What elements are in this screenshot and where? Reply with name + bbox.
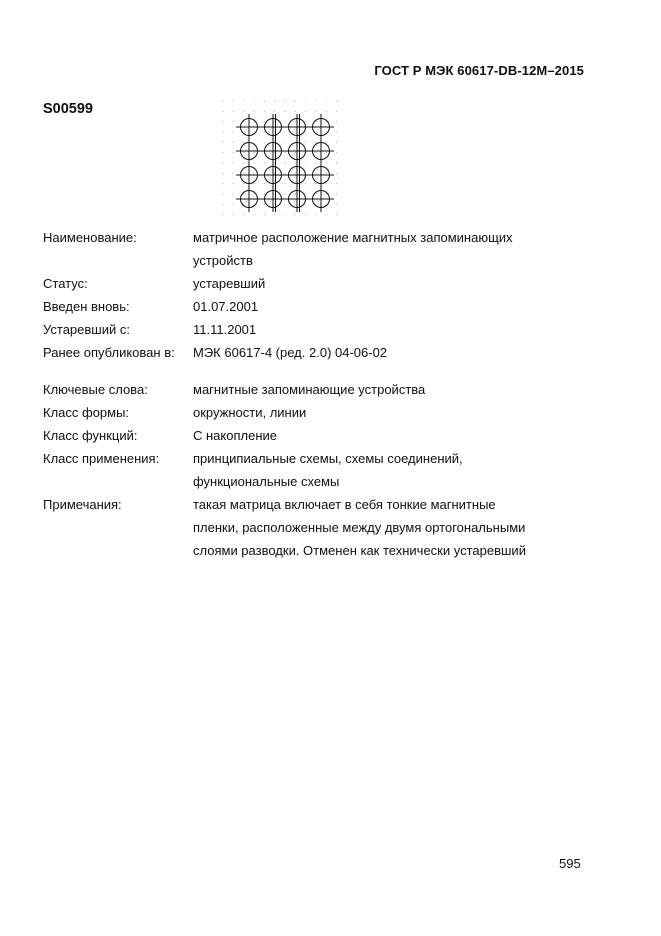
grid-dot xyxy=(264,100,265,101)
grid-dot xyxy=(284,100,285,101)
grid-dot xyxy=(222,152,223,153)
grid-dot xyxy=(264,193,265,194)
grid-dot xyxy=(264,183,265,184)
grid-dot xyxy=(284,173,285,174)
grid-dot xyxy=(315,173,316,174)
row-name xyxy=(43,226,603,272)
grid-dot xyxy=(315,214,316,215)
grid-dot xyxy=(305,111,306,112)
label-name: Наименование: xyxy=(43,230,137,245)
value-previously-published: МЭК 60617-4 (ред. 2.0) 04-06-02 xyxy=(193,345,388,360)
label-keywords: Ключевые слова: xyxy=(43,382,148,397)
label-previously-published: Ранее опубликован в: xyxy=(43,345,175,360)
grid-dot xyxy=(305,214,306,215)
row-obsolete-since xyxy=(43,318,603,341)
page-number: 595 xyxy=(559,856,581,871)
grid-dot xyxy=(243,100,244,101)
symbol-properties xyxy=(43,226,603,562)
grid-dot xyxy=(305,162,306,163)
grid-dot xyxy=(274,100,275,101)
grid-dot xyxy=(222,204,223,205)
grid-dot xyxy=(295,193,296,194)
grid-dot xyxy=(326,152,327,153)
grid-dot xyxy=(243,162,244,163)
grid-dot xyxy=(295,214,296,215)
magnetic-storage-matrix-icon xyxy=(222,100,346,224)
grid-dot xyxy=(305,183,306,184)
grid-dot xyxy=(326,214,327,215)
grid-dot xyxy=(253,162,254,163)
grid-dot xyxy=(315,162,316,163)
grid-dot xyxy=(233,121,234,122)
grid-dot xyxy=(295,131,296,132)
grid-dot xyxy=(326,173,327,174)
grid-dot xyxy=(253,121,254,122)
grid-dot xyxy=(243,152,244,153)
grid-dot xyxy=(315,131,316,132)
grid-dot xyxy=(253,173,254,174)
value-line: такая матрица включает в себя тонкие магнитные xyxy=(193,497,496,512)
grid-dot xyxy=(284,193,285,194)
grid-dot xyxy=(274,111,275,112)
grid-dot xyxy=(315,111,316,112)
grid-dot xyxy=(315,204,316,205)
grid-dot xyxy=(326,193,327,194)
grid-dot xyxy=(233,204,234,205)
grid-dot xyxy=(284,214,285,215)
grid-dot xyxy=(253,152,254,153)
grid-dot xyxy=(336,173,337,174)
value-keywords: магнитные запоминающие устройства xyxy=(193,382,426,397)
grid-dot xyxy=(295,152,296,153)
grid-dot xyxy=(222,100,223,101)
grid-dot xyxy=(243,111,244,112)
row-previously-published xyxy=(43,341,603,364)
grid-dot xyxy=(305,193,306,194)
grid-dot xyxy=(264,142,265,143)
grid-dot xyxy=(222,173,223,174)
row-shape-class xyxy=(43,401,603,424)
grid-dot xyxy=(243,173,244,174)
grid-dot xyxy=(315,152,316,153)
grid-dot xyxy=(243,193,244,194)
grid-dot xyxy=(243,214,244,215)
label-application-class: Класс применения: xyxy=(43,451,160,466)
grid-dot xyxy=(305,131,306,132)
grid-dot xyxy=(222,131,223,132)
grid-dot xyxy=(233,173,234,174)
grid-dot xyxy=(336,214,337,215)
grid-dot xyxy=(253,100,254,101)
grid-dot xyxy=(284,142,285,143)
grid-dot xyxy=(264,131,265,132)
value-status: устаревший xyxy=(193,276,266,291)
grid-dot xyxy=(284,121,285,122)
grid-dot xyxy=(264,121,265,122)
grid-dot xyxy=(315,142,316,143)
grid-dot xyxy=(284,162,285,163)
grid-dot xyxy=(336,162,337,163)
document-header: ГОСТ Р МЭК 60617-DB-12M–2015 xyxy=(374,63,584,78)
grid-dot xyxy=(295,173,296,174)
grid-dot xyxy=(233,131,234,132)
grid-dot xyxy=(336,193,337,194)
value-application-class xyxy=(193,447,533,493)
label-shape-class: Класс формы: xyxy=(43,405,130,420)
grid-dot xyxy=(336,131,337,132)
grid-dot xyxy=(274,214,275,215)
value-shape-class: окружности, линии xyxy=(193,405,307,420)
grid-dot xyxy=(233,183,234,184)
grid-dot xyxy=(233,162,234,163)
grid-dot xyxy=(295,111,296,112)
grid-dot xyxy=(326,100,327,101)
grid-dot xyxy=(326,183,327,184)
symbol-code: S00599 xyxy=(43,101,93,117)
grid-dot xyxy=(326,162,327,163)
grid-dot xyxy=(295,100,296,101)
grid-dot xyxy=(264,111,265,112)
grid-dot xyxy=(253,204,254,205)
value-obsolete-since: 11.11.2001 xyxy=(193,322,257,337)
grid-dot xyxy=(264,204,265,205)
grid-dot xyxy=(295,162,296,163)
grid-dot xyxy=(284,183,285,184)
value-line: устройств xyxy=(193,253,253,268)
grid-dot xyxy=(336,183,337,184)
label-notes: Примечания: xyxy=(43,497,122,512)
grid-dot xyxy=(336,142,337,143)
grid-dot xyxy=(253,214,254,215)
grid-dot xyxy=(336,152,337,153)
grid-dot xyxy=(295,204,296,205)
grid-dot xyxy=(253,193,254,194)
grid-dot xyxy=(243,183,244,184)
grid-dot xyxy=(253,142,254,143)
value-name xyxy=(193,226,533,272)
grid-dot xyxy=(222,142,223,143)
value-function-class: С накопление xyxy=(193,428,277,443)
value-line: слоями разводки. Отменен как технически устаревший xyxy=(193,543,526,558)
grid-dot xyxy=(222,214,223,215)
value-line: функциональные схемы xyxy=(193,474,340,489)
grid-dot xyxy=(222,111,223,112)
grid-dot xyxy=(336,121,337,122)
grid-dot xyxy=(253,111,254,112)
row-introduced xyxy=(43,295,603,318)
grid-dot xyxy=(222,183,223,184)
label-status: Статус: xyxy=(43,276,88,291)
grid-dot xyxy=(315,100,316,101)
row-application-class xyxy=(43,447,603,493)
grid-dot xyxy=(253,183,254,184)
grid-dot xyxy=(233,193,234,194)
value-line: пленки, расположенные между двумя ортогональными xyxy=(193,520,526,535)
grid-dot xyxy=(336,111,337,112)
grid-dot xyxy=(243,142,244,143)
grid-dot xyxy=(326,142,327,143)
grid-dot xyxy=(222,193,223,194)
grid-dot xyxy=(336,204,337,205)
grid-dot xyxy=(326,131,327,132)
grid-dot xyxy=(233,152,234,153)
grid-dot xyxy=(305,142,306,143)
row-function-class xyxy=(43,424,603,447)
value-line: матричное расположение магнитных запоминающих xyxy=(193,230,513,245)
grid-dot xyxy=(253,131,254,132)
row-notes xyxy=(43,493,603,562)
value-introduced: 01.07.2001 xyxy=(193,299,259,314)
grid-dot xyxy=(315,183,316,184)
grid-dot xyxy=(336,100,337,101)
grid-dot xyxy=(233,100,234,101)
grid-dot xyxy=(233,214,234,215)
label-function-class: Класс функций: xyxy=(43,428,138,443)
grid-dot xyxy=(243,131,244,132)
grid-dot xyxy=(222,121,223,122)
label-introduced: Введен вновь: xyxy=(43,299,130,314)
grid-dot xyxy=(264,162,265,163)
grid-dot xyxy=(284,111,285,112)
grid-dot xyxy=(284,131,285,132)
grid-dot xyxy=(305,204,306,205)
grid-dot xyxy=(284,152,285,153)
grid-dot xyxy=(233,111,234,112)
grid-dot xyxy=(264,214,265,215)
grid-dot xyxy=(295,121,296,122)
grid-dot xyxy=(326,111,327,112)
value-notes xyxy=(193,493,533,562)
grid-dot xyxy=(305,121,306,122)
label-obsolete-since: Устаревший с: xyxy=(43,322,130,337)
grid-dot xyxy=(315,121,316,122)
grid-dot xyxy=(315,193,316,194)
row-keywords xyxy=(43,378,603,401)
grid-dot xyxy=(222,162,223,163)
grid-dot xyxy=(233,142,234,143)
value-line: принципиальные схемы, схемы соединений, xyxy=(193,451,463,466)
grid-dot xyxy=(284,204,285,205)
grid-dot xyxy=(305,100,306,101)
row-status xyxy=(43,272,603,295)
